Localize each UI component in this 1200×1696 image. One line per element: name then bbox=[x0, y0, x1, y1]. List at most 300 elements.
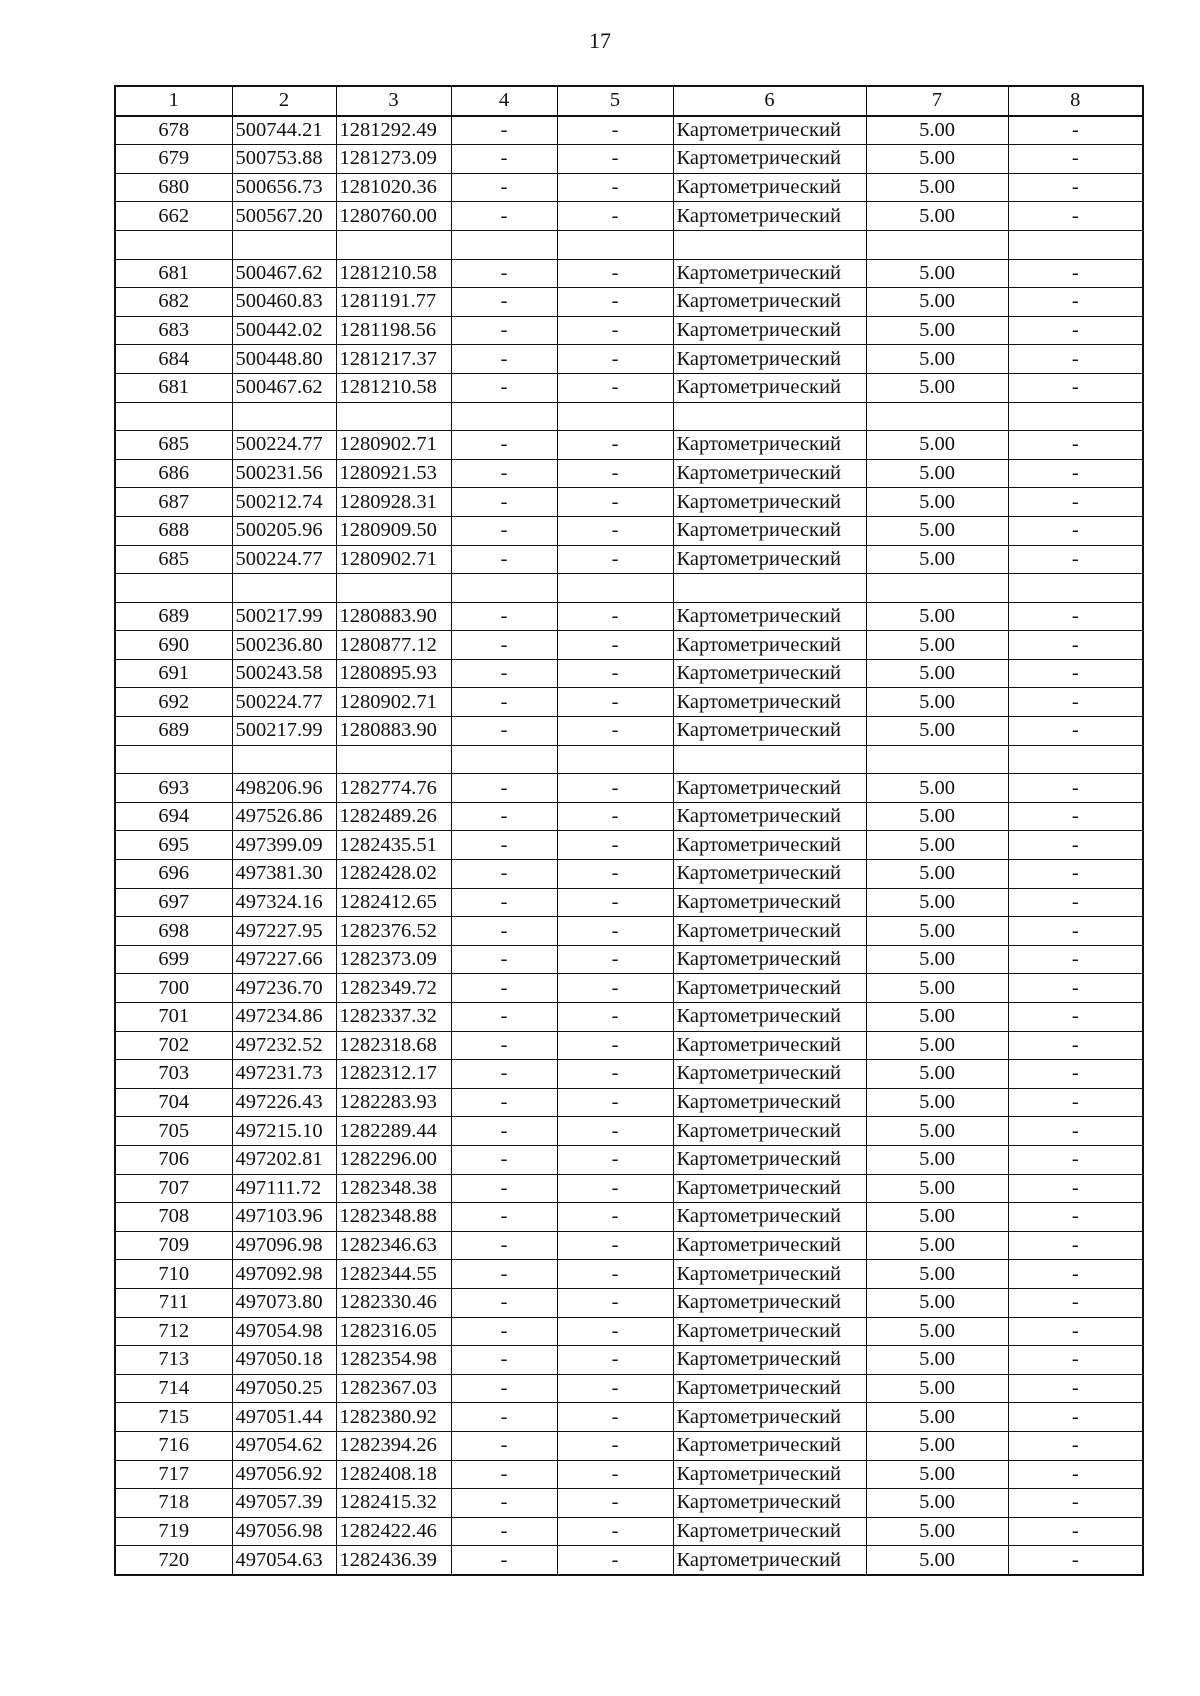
table-row bbox=[115, 1117, 1143, 1146]
table-row bbox=[115, 1460, 1143, 1489]
cell-col-5: - bbox=[557, 545, 673, 574]
cell-col-4: - bbox=[451, 431, 557, 460]
cell-y-coordinate: 1281292.49 bbox=[336, 116, 451, 145]
cell-accuracy: 5.00 bbox=[866, 974, 1008, 1003]
table-row bbox=[115, 1431, 1143, 1460]
column-header-8: 8 bbox=[1008, 86, 1143, 116]
cell-point-number: 694 bbox=[115, 802, 232, 831]
cell-col-8: - bbox=[1008, 945, 1143, 974]
cell-method: Картометрический bbox=[673, 1231, 866, 1260]
cell-col-5: - bbox=[557, 1489, 673, 1518]
cell-y-coordinate: 1280877.12 bbox=[336, 631, 451, 660]
cell-method: Картометрический bbox=[673, 373, 866, 402]
cell-accuracy: 5.00 bbox=[866, 1031, 1008, 1060]
cell-col-5: - bbox=[557, 1145, 673, 1174]
cell-y-coordinate bbox=[336, 574, 451, 603]
cell-point-number: 682 bbox=[115, 288, 232, 317]
cell-col-4: - bbox=[451, 831, 557, 860]
cell-accuracy: 5.00 bbox=[866, 488, 1008, 517]
cell-col-4: - bbox=[451, 1317, 557, 1346]
cell-col-5: - bbox=[557, 1317, 673, 1346]
cell-x-coordinate: 497103.96 bbox=[232, 1203, 336, 1232]
cell-y-coordinate: 1282349.72 bbox=[336, 974, 451, 1003]
cell-x-coordinate: 497215.10 bbox=[232, 1117, 336, 1146]
cell-method: Картометрический bbox=[673, 1403, 866, 1432]
cell-method: Картометрический bbox=[673, 917, 866, 946]
cell-col-8: - bbox=[1008, 1003, 1143, 1032]
cell-col-4: - bbox=[451, 1117, 557, 1146]
cell-method: Картометрический bbox=[673, 1031, 866, 1060]
cell-y-coordinate: 1282346.63 bbox=[336, 1231, 451, 1260]
cell-y-coordinate: 1282283.93 bbox=[336, 1088, 451, 1117]
cell-col-5: - bbox=[557, 1117, 673, 1146]
cell-col-8: - bbox=[1008, 774, 1143, 803]
table-row bbox=[115, 888, 1143, 917]
cell-point-number bbox=[115, 745, 232, 774]
cell-y-coordinate: 1282408.18 bbox=[336, 1460, 451, 1489]
page-number: 17 bbox=[589, 28, 611, 53]
cell-method: Картометрический bbox=[673, 202, 866, 231]
cell-method: Картометрический bbox=[673, 116, 866, 145]
table-row bbox=[115, 1003, 1143, 1032]
cell-x-coordinate: 500212.74 bbox=[232, 488, 336, 517]
cell-point-number: 693 bbox=[115, 774, 232, 803]
cell-col-8: - bbox=[1008, 1431, 1143, 1460]
cell-col-8: - bbox=[1008, 1374, 1143, 1403]
cell-method: Картометрический bbox=[673, 860, 866, 889]
cell-method: Картометрический bbox=[673, 945, 866, 974]
table-row bbox=[115, 717, 1143, 746]
cell-col-4: - bbox=[451, 173, 557, 202]
cell-method: Картометрический bbox=[673, 1174, 866, 1203]
cell-accuracy: 5.00 bbox=[866, 431, 1008, 460]
cell-x-coordinate: 497111.72 bbox=[232, 1174, 336, 1203]
cell-point-number: 701 bbox=[115, 1003, 232, 1032]
cell-col-8: - bbox=[1008, 631, 1143, 660]
cell-x-coordinate bbox=[232, 745, 336, 774]
table-row bbox=[115, 116, 1143, 145]
cell-col-4: - bbox=[451, 1260, 557, 1289]
cell-point-number: 698 bbox=[115, 917, 232, 946]
cell-method: Картометрический bbox=[673, 259, 866, 288]
cell-accuracy: 5.00 bbox=[866, 1117, 1008, 1146]
cell-method bbox=[673, 402, 866, 431]
cell-accuracy: 5.00 bbox=[866, 717, 1008, 746]
cell-point-number: 712 bbox=[115, 1317, 232, 1346]
cell-x-coordinate: 497236.70 bbox=[232, 974, 336, 1003]
cell-method: Картометрический bbox=[673, 774, 866, 803]
cell-y-coordinate bbox=[336, 402, 451, 431]
cell-accuracy: 5.00 bbox=[866, 888, 1008, 917]
cell-col-5: - bbox=[557, 659, 673, 688]
cell-x-coordinate bbox=[232, 230, 336, 259]
cell-x-coordinate: 497073.80 bbox=[232, 1288, 336, 1317]
cell-col-4: - bbox=[451, 602, 557, 631]
cell-col-5: - bbox=[557, 860, 673, 889]
table-row bbox=[115, 1517, 1143, 1546]
cell-point-number: 705 bbox=[115, 1117, 232, 1146]
cell-x-coordinate: 497226.43 bbox=[232, 1088, 336, 1117]
cell-y-coordinate: 1282412.65 bbox=[336, 888, 451, 917]
cell-x-coordinate: 500217.99 bbox=[232, 602, 336, 631]
cell-col-8: - bbox=[1008, 431, 1143, 460]
cell-col-5: - bbox=[557, 316, 673, 345]
cell-point-number: 686 bbox=[115, 459, 232, 488]
cell-y-coordinate: 1281191.77 bbox=[336, 288, 451, 317]
cell-accuracy: 5.00 bbox=[866, 1517, 1008, 1546]
cell-y-coordinate: 1281020.36 bbox=[336, 173, 451, 202]
cell-col-4: - bbox=[451, 945, 557, 974]
cell-col-4: - bbox=[451, 688, 557, 717]
cell-method: Картометрический bbox=[673, 631, 866, 660]
cell-method: Картометрический bbox=[673, 345, 866, 374]
cell-y-coordinate: 1280883.90 bbox=[336, 602, 451, 631]
cell-point-number: 720 bbox=[115, 1546, 232, 1575]
cell-y-coordinate: 1282337.32 bbox=[336, 1003, 451, 1032]
table-row bbox=[115, 316, 1143, 345]
cell-col-4: - bbox=[451, 1203, 557, 1232]
cell-col-8: - bbox=[1008, 1060, 1143, 1089]
cell-col-4: - bbox=[451, 1031, 557, 1060]
table-row bbox=[115, 974, 1143, 1003]
cell-col-5: - bbox=[557, 488, 673, 517]
cell-col-8: - bbox=[1008, 1460, 1143, 1489]
cell-col-4: - bbox=[451, 1288, 557, 1317]
cell-x-coordinate: 500224.77 bbox=[232, 545, 336, 574]
cell-accuracy: 5.00 bbox=[866, 173, 1008, 202]
cell-x-coordinate: 497096.98 bbox=[232, 1231, 336, 1260]
cell-col-4: - bbox=[451, 1489, 557, 1518]
cell-col-5: - bbox=[557, 1288, 673, 1317]
cell-y-coordinate: 1281273.09 bbox=[336, 145, 451, 174]
cell-point-number: 685 bbox=[115, 545, 232, 574]
table-row bbox=[115, 1174, 1143, 1203]
cell-y-coordinate: 1280902.71 bbox=[336, 545, 451, 574]
cell-method bbox=[673, 574, 866, 603]
cell-method: Картометрический bbox=[673, 888, 866, 917]
cell-y-coordinate: 1282296.00 bbox=[336, 1145, 451, 1174]
cell-point-number: 662 bbox=[115, 202, 232, 231]
cell-x-coordinate: 500467.62 bbox=[232, 259, 336, 288]
cell-point-number: 680 bbox=[115, 173, 232, 202]
cell-x-coordinate: 500448.80 bbox=[232, 345, 336, 374]
cell-col-8 bbox=[1008, 574, 1143, 603]
cell-col-8: - bbox=[1008, 1403, 1143, 1432]
table-row bbox=[115, 1088, 1143, 1117]
cell-point-number: 719 bbox=[115, 1517, 232, 1546]
cell-col-8: - bbox=[1008, 1317, 1143, 1346]
cell-col-8: - bbox=[1008, 459, 1143, 488]
cell-y-coordinate: 1282348.88 bbox=[336, 1203, 451, 1232]
cell-y-coordinate: 1280909.50 bbox=[336, 516, 451, 545]
cell-method: Картометрический bbox=[673, 431, 866, 460]
cell-col-8: - bbox=[1008, 659, 1143, 688]
cell-x-coordinate: 497526.86 bbox=[232, 802, 336, 831]
cell-point-number: 708 bbox=[115, 1203, 232, 1232]
cell-accuracy: 5.00 bbox=[866, 774, 1008, 803]
cell-col-5: - bbox=[557, 688, 673, 717]
cell-y-coordinate: 1282348.38 bbox=[336, 1174, 451, 1203]
table-row bbox=[115, 1546, 1143, 1575]
cell-col-8: - bbox=[1008, 345, 1143, 374]
table-row bbox=[115, 288, 1143, 317]
cell-col-4: - bbox=[451, 1231, 557, 1260]
cell-x-coordinate: 500744.21 bbox=[232, 116, 336, 145]
cell-x-coordinate: 497056.92 bbox=[232, 1460, 336, 1489]
cell-method: Картометрический bbox=[673, 974, 866, 1003]
cell-col-5: - bbox=[557, 1431, 673, 1460]
cell-x-coordinate: 500224.77 bbox=[232, 431, 336, 460]
cell-col-8: - bbox=[1008, 688, 1143, 717]
cell-x-coordinate: 500236.80 bbox=[232, 631, 336, 660]
cell-col-8: - bbox=[1008, 1260, 1143, 1289]
cell-x-coordinate: 500231.56 bbox=[232, 459, 336, 488]
cell-accuracy bbox=[866, 574, 1008, 603]
cell-point-number: 681 bbox=[115, 259, 232, 288]
cell-point-number: 716 bbox=[115, 1431, 232, 1460]
cell-col-5: - bbox=[557, 516, 673, 545]
cell-point-number: 690 bbox=[115, 631, 232, 660]
cell-col-8: - bbox=[1008, 888, 1143, 917]
cell-y-coordinate: 1282774.76 bbox=[336, 774, 451, 803]
cell-method: Картометрический bbox=[673, 1288, 866, 1317]
cell-method: Картометрический bbox=[673, 516, 866, 545]
cell-point-number: 714 bbox=[115, 1374, 232, 1403]
cell-point-number: 700 bbox=[115, 974, 232, 1003]
column-header-5: 5 bbox=[557, 86, 673, 116]
column-header-1: 1 bbox=[115, 86, 232, 116]
cell-method: Картометрический bbox=[673, 1145, 866, 1174]
cell-y-coordinate: 1282394.26 bbox=[336, 1431, 451, 1460]
cell-y-coordinate: 1281198.56 bbox=[336, 316, 451, 345]
cell-x-coordinate: 500467.62 bbox=[232, 373, 336, 402]
cell-accuracy: 5.00 bbox=[866, 1231, 1008, 1260]
cell-col-5: - bbox=[557, 974, 673, 1003]
cell-col-8: - bbox=[1008, 1346, 1143, 1375]
table-row bbox=[115, 345, 1143, 374]
cell-point-number: 692 bbox=[115, 688, 232, 717]
table-row bbox=[115, 545, 1143, 574]
cell-accuracy: 5.00 bbox=[866, 688, 1008, 717]
cell-col-5: - bbox=[557, 431, 673, 460]
cell-accuracy bbox=[866, 230, 1008, 259]
cell-col-5 bbox=[557, 402, 673, 431]
table-row bbox=[115, 917, 1143, 946]
cell-method: Картометрический bbox=[673, 659, 866, 688]
cell-col-8: - bbox=[1008, 202, 1143, 231]
cell-x-coordinate: 497054.63 bbox=[232, 1546, 336, 1575]
cell-accuracy: 5.00 bbox=[866, 1489, 1008, 1518]
cell-col-8: - bbox=[1008, 1231, 1143, 1260]
cell-y-coordinate: 1282373.09 bbox=[336, 945, 451, 974]
cell-col-5: - bbox=[557, 145, 673, 174]
cell-col-5 bbox=[557, 574, 673, 603]
cell-col-8: - bbox=[1008, 1489, 1143, 1518]
cell-method: Картометрический bbox=[673, 802, 866, 831]
cell-point-number: 717 bbox=[115, 1460, 232, 1489]
cell-method: Картометрический bbox=[673, 145, 866, 174]
cell-y-coordinate bbox=[336, 230, 451, 259]
cell-point-number: 711 bbox=[115, 1288, 232, 1317]
cell-accuracy: 5.00 bbox=[866, 1060, 1008, 1089]
cell-accuracy: 5.00 bbox=[866, 802, 1008, 831]
cell-x-coordinate bbox=[232, 574, 336, 603]
cell-y-coordinate: 1282435.51 bbox=[336, 831, 451, 860]
table-row bbox=[115, 230, 1143, 259]
cell-col-5: - bbox=[557, 459, 673, 488]
cell-col-4: - bbox=[451, 459, 557, 488]
cell-accuracy: 5.00 bbox=[866, 1346, 1008, 1375]
cell-accuracy: 5.00 bbox=[866, 631, 1008, 660]
cell-y-coordinate bbox=[336, 745, 451, 774]
table-row bbox=[115, 259, 1143, 288]
cell-y-coordinate: 1281210.58 bbox=[336, 373, 451, 402]
cell-point-number: 679 bbox=[115, 145, 232, 174]
table-row bbox=[115, 1145, 1143, 1174]
cell-method: Картометрический bbox=[673, 459, 866, 488]
table-row bbox=[115, 1374, 1143, 1403]
cell-col-4: - bbox=[451, 774, 557, 803]
table-row bbox=[115, 459, 1143, 488]
cell-point-number bbox=[115, 230, 232, 259]
cell-method: Картометрический bbox=[673, 1317, 866, 1346]
cell-col-8: - bbox=[1008, 1031, 1143, 1060]
cell-point-number: 689 bbox=[115, 717, 232, 746]
cell-col-4: - bbox=[451, 1003, 557, 1032]
cell-point-number: 699 bbox=[115, 945, 232, 974]
cell-col-4: - bbox=[451, 1546, 557, 1575]
table-row bbox=[115, 145, 1143, 174]
cell-col-4: - bbox=[451, 1346, 557, 1375]
cell-col-8: - bbox=[1008, 173, 1143, 202]
cell-col-8: - bbox=[1008, 1288, 1143, 1317]
cell-accuracy: 5.00 bbox=[866, 316, 1008, 345]
cell-accuracy: 5.00 bbox=[866, 1203, 1008, 1232]
cell-col-8: - bbox=[1008, 717, 1143, 746]
cell-col-4: - bbox=[451, 288, 557, 317]
cell-col-4: - bbox=[451, 888, 557, 917]
cell-col-4 bbox=[451, 230, 557, 259]
cell-accuracy: 5.00 bbox=[866, 831, 1008, 860]
cell-col-8: - bbox=[1008, 1203, 1143, 1232]
cell-col-8: - bbox=[1008, 1517, 1143, 1546]
cell-col-5: - bbox=[557, 1374, 673, 1403]
cell-col-5 bbox=[557, 745, 673, 774]
table-row bbox=[115, 688, 1143, 717]
cell-col-5: - bbox=[557, 1203, 673, 1232]
cell-col-5: - bbox=[557, 1546, 673, 1575]
cell-x-coordinate: 500442.02 bbox=[232, 316, 336, 345]
cell-method: Картометрический bbox=[673, 717, 866, 746]
cell-col-5: - bbox=[557, 345, 673, 374]
cell-col-5: - bbox=[557, 1460, 673, 1489]
cell-col-4 bbox=[451, 574, 557, 603]
cell-point-number: 707 bbox=[115, 1174, 232, 1203]
cell-y-coordinate: 1280760.00 bbox=[336, 202, 451, 231]
cell-col-4: - bbox=[451, 1088, 557, 1117]
cell-y-coordinate: 1282376.52 bbox=[336, 917, 451, 946]
cell-col-5: - bbox=[557, 1403, 673, 1432]
cell-col-4: - bbox=[451, 145, 557, 174]
cell-y-coordinate: 1280928.31 bbox=[336, 488, 451, 517]
cell-x-coordinate: 497227.95 bbox=[232, 917, 336, 946]
table-row bbox=[115, 1489, 1143, 1518]
cell-col-5: - bbox=[557, 1174, 673, 1203]
column-header-4: 4 bbox=[451, 86, 557, 116]
cell-point-number: 706 bbox=[115, 1145, 232, 1174]
cell-y-coordinate: 1280902.71 bbox=[336, 431, 451, 460]
cell-point-number: 683 bbox=[115, 316, 232, 345]
cell-col-4: - bbox=[451, 1517, 557, 1546]
table-row bbox=[115, 574, 1143, 603]
cell-method: Картометрический bbox=[673, 288, 866, 317]
table-row bbox=[115, 373, 1143, 402]
cell-col-8: - bbox=[1008, 1174, 1143, 1203]
cell-x-coordinate: 500567.20 bbox=[232, 202, 336, 231]
cell-y-coordinate: 1280883.90 bbox=[336, 717, 451, 746]
cell-accuracy: 5.00 bbox=[866, 202, 1008, 231]
cell-col-4: - bbox=[451, 1174, 557, 1203]
cell-x-coordinate: 500224.77 bbox=[232, 688, 336, 717]
table-row bbox=[115, 202, 1143, 231]
cell-method: Картометрический bbox=[673, 1117, 866, 1146]
cell-col-8: - bbox=[1008, 917, 1143, 946]
cell-accuracy: 5.00 bbox=[866, 116, 1008, 145]
cell-col-4 bbox=[451, 745, 557, 774]
cell-col-8: - bbox=[1008, 516, 1143, 545]
cell-method: Картометрический bbox=[673, 1489, 866, 1518]
cell-accuracy bbox=[866, 402, 1008, 431]
cell-method: Картометрический bbox=[673, 1003, 866, 1032]
table-row bbox=[115, 802, 1143, 831]
table-row bbox=[115, 831, 1143, 860]
cell-x-coordinate: 500656.73 bbox=[232, 173, 336, 202]
cell-accuracy: 5.00 bbox=[866, 1374, 1008, 1403]
cell-point-number: 718 bbox=[115, 1489, 232, 1518]
cell-accuracy: 5.00 bbox=[866, 945, 1008, 974]
cell-method: Картометрический bbox=[673, 1460, 866, 1489]
cell-accuracy: 5.00 bbox=[866, 1460, 1008, 1489]
cell-accuracy: 5.00 bbox=[866, 373, 1008, 402]
cell-x-coordinate: 497381.30 bbox=[232, 860, 336, 889]
cell-accuracy: 5.00 bbox=[866, 516, 1008, 545]
cell-x-coordinate: 500243.58 bbox=[232, 659, 336, 688]
cell-y-coordinate: 1282289.44 bbox=[336, 1117, 451, 1146]
table-row bbox=[115, 659, 1143, 688]
cell-accuracy: 5.00 bbox=[866, 1174, 1008, 1203]
cell-point-number: 713 bbox=[115, 1346, 232, 1375]
cell-x-coordinate: 497050.25 bbox=[232, 1374, 336, 1403]
cell-col-5: - bbox=[557, 945, 673, 974]
table-row bbox=[115, 1288, 1143, 1317]
cell-accuracy: 5.00 bbox=[866, 1145, 1008, 1174]
cell-col-4: - bbox=[451, 373, 557, 402]
cell-y-coordinate: 1282367.03 bbox=[336, 1374, 451, 1403]
cell-y-coordinate: 1282380.92 bbox=[336, 1403, 451, 1432]
cell-y-coordinate: 1280921.53 bbox=[336, 459, 451, 488]
cell-col-5: - bbox=[557, 1260, 673, 1289]
cell-y-coordinate: 1280895.93 bbox=[336, 659, 451, 688]
cell-x-coordinate: 497056.98 bbox=[232, 1517, 336, 1546]
table-row bbox=[115, 1260, 1143, 1289]
cell-col-8: - bbox=[1008, 316, 1143, 345]
cell-method bbox=[673, 745, 866, 774]
table-row bbox=[115, 945, 1143, 974]
table-body bbox=[115, 116, 1143, 1575]
cell-x-coordinate: 497227.66 bbox=[232, 945, 336, 974]
cell-col-4: - bbox=[451, 316, 557, 345]
cell-point-number: 702 bbox=[115, 1031, 232, 1060]
